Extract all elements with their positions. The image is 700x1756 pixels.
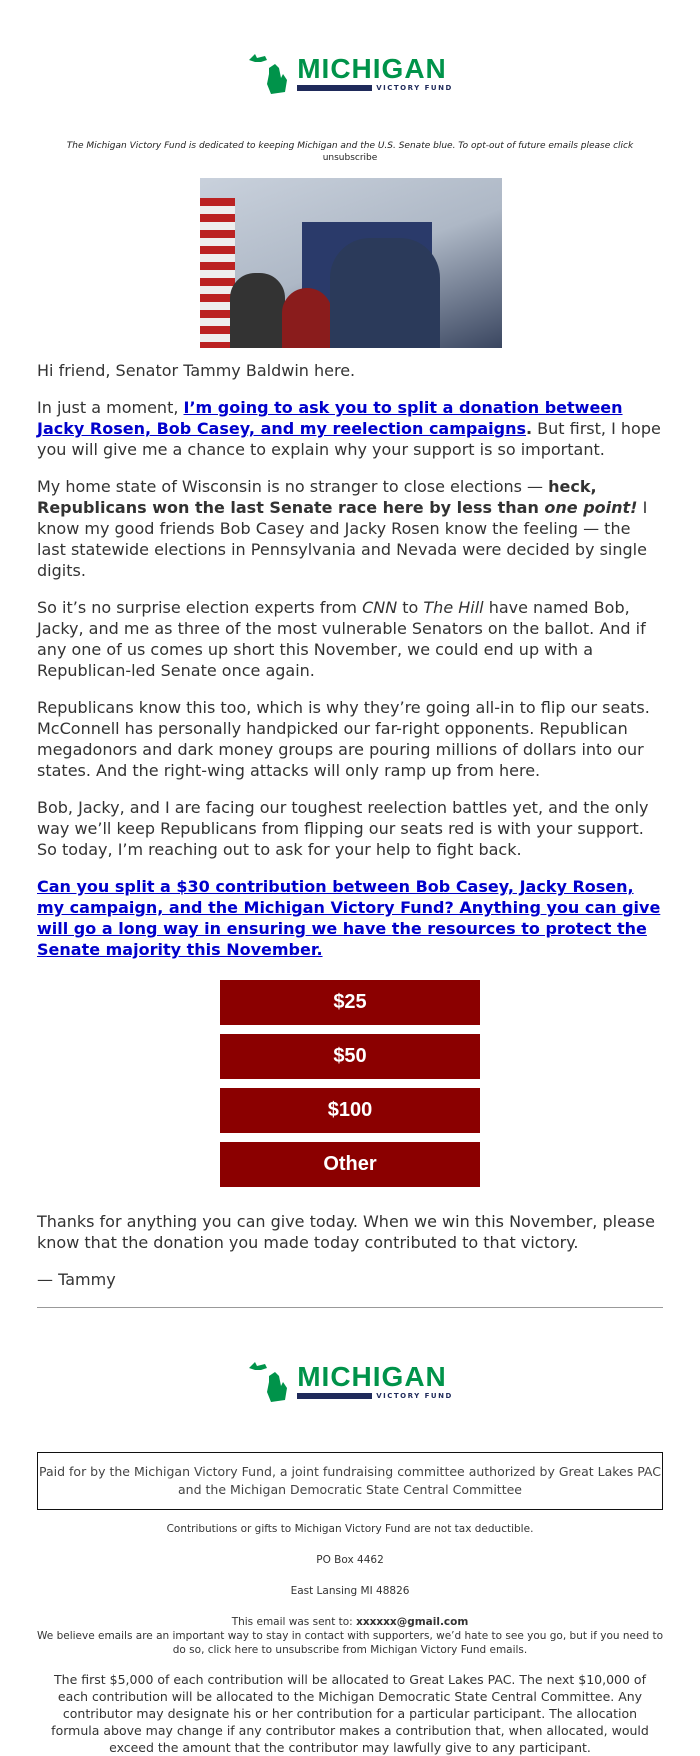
person-shape xyxy=(282,288,332,348)
signoff: — Tammy xyxy=(37,1270,116,1289)
unsubscribe-link[interactable]: unsubscribe xyxy=(322,153,378,163)
text: heck, Republicans won the last Senate race here by less than xyxy=(37,477,597,517)
paragraph xyxy=(37,397,663,460)
text: But first, I hope you will give me a chance to explain why your support is so important. xyxy=(37,419,661,459)
donate-other-button[interactable]: Other xyxy=(220,1142,480,1187)
email-body xyxy=(37,360,663,1306)
footer xyxy=(37,1522,663,1756)
footer-logo[interactable] xyxy=(0,1358,700,1404)
donate-25-button[interactable]: $25 xyxy=(220,980,480,1025)
person-shape xyxy=(230,273,285,348)
text: . xyxy=(526,419,533,438)
logo-title: MICHIGAN xyxy=(297,1361,447,1392)
disclaimer-text: The Michigan Victory Fund is dedicated to keeping Michigan and the U.S. Senate blue. To opt-out of future emails please click xyxy=(66,141,634,151)
text: have named Bob, Jacky, and me as three of the most vulnerable Senators on the ballot. And if any one of us comes up short this November, we could end up with a Republican-led Senate once again. xyxy=(37,598,646,680)
logo-subtitle: VICTORY FUND xyxy=(376,1392,453,1400)
ask-link[interactable]: Can you split a $30 contribution between Bob Casey, Jacky Rosen, my campaign, and the Michigan Victory Fund? Anything you can give will go a long way in ensuring we have the resources to protect the Senate majority this November. xyxy=(37,877,661,959)
recipient-email: xxxxxx@gmail.com xyxy=(356,1616,469,1628)
donation-buttons xyxy=(37,980,663,1187)
logo-bar xyxy=(297,1393,372,1399)
person-shape xyxy=(330,238,440,348)
paragraph: Republicans know this too, which is why they’re going all-in to flip our seats. McConnell has personally handpicked our far-right opponents. Republican megadonors and dark money groups are pouring millions of dollars into our states. And the right-wing attacks will only ramp up from here. xyxy=(37,698,650,780)
logo-title: MICHIGAN xyxy=(297,53,447,84)
text: CNN xyxy=(362,598,398,617)
hero-photo[interactable] xyxy=(200,178,502,348)
sent-to xyxy=(37,1615,663,1629)
text: My home state of Wisconsin is no stranger to close elections — xyxy=(37,477,549,496)
donate-100-button[interactable]: $100 xyxy=(220,1088,480,1133)
divider xyxy=(37,1307,663,1308)
allocation-notice: The first $5,000 of each contribution will be allocated to Great Lakes PAC. The next $10,000 of each contribution will be allocated to the Michigan Democratic State Central Committee. Any contributor may designate his or her contribution for a particular participant. The allocation formula above may change if any contributor makes a contribution that, when allocated, would exceed the amount that the contributor may lawfully give to any participant. xyxy=(51,1672,649,1755)
paragraph: Bob, Jacky, and I are facing our toughest reelection battles yet, and the only way we’ll keep Republicans from flipping our seats red is with your support. So today, I’m reaching out to ask for your help to fight back. xyxy=(37,798,649,859)
unsubscribe-link[interactable]: We believe emails are an important way to stay in contact with supporters, we’d hate to see you go, but if you need to do so, click here to unsubscribe from Michigan Victory Fund emails. xyxy=(37,1630,664,1656)
text: one point! xyxy=(544,498,638,517)
paid-for-by-box: Paid for by the Michigan Victory Fund, a joint fundraising committee authorized by Great Lakes PAC and the Michigan Democratic State Central Committee xyxy=(37,1452,663,1510)
text: The Hill xyxy=(423,598,484,617)
po-box: PO Box 4462 xyxy=(316,1554,384,1566)
donate-50-button[interactable]: $50 xyxy=(220,1034,480,1079)
closing: Thanks for anything you can give today. When we win this November, please know that the donation you made today contributed to that victory. xyxy=(37,1212,655,1252)
text: I know my good friends Bob Casey and Jacky Rosen know the feeling — the last statewide elections in Pennsylvania and Nevada were decided by single digits. xyxy=(37,498,648,580)
paragraph xyxy=(37,597,663,681)
paragraph xyxy=(37,476,663,581)
tax-notice: Contributions or gifts to Michigan Victory Fund are not tax deductible. xyxy=(166,1523,534,1535)
header-disclaimer xyxy=(40,140,660,164)
text: to xyxy=(397,598,424,617)
header-logo[interactable] xyxy=(0,50,700,96)
city: East Lansing MI 48826 xyxy=(290,1585,410,1597)
donate-link[interactable]: I’m going to ask you to split a donation between Jacky Rosen, Bob Casey, and my reelection campaigns xyxy=(37,398,623,438)
text: So it’s no surprise election experts from xyxy=(37,598,363,617)
logo-subtitle: VICTORY FUND xyxy=(376,84,453,92)
sent-label: This email was sent to: xyxy=(231,1616,357,1628)
text: In just a moment, xyxy=(37,398,184,417)
logo-bar xyxy=(297,85,372,91)
michigan-map-icon xyxy=(247,50,293,96)
michigan-map-icon xyxy=(247,1358,293,1404)
greeting: Hi friend, Senator Tammy Baldwin here. xyxy=(37,361,356,380)
